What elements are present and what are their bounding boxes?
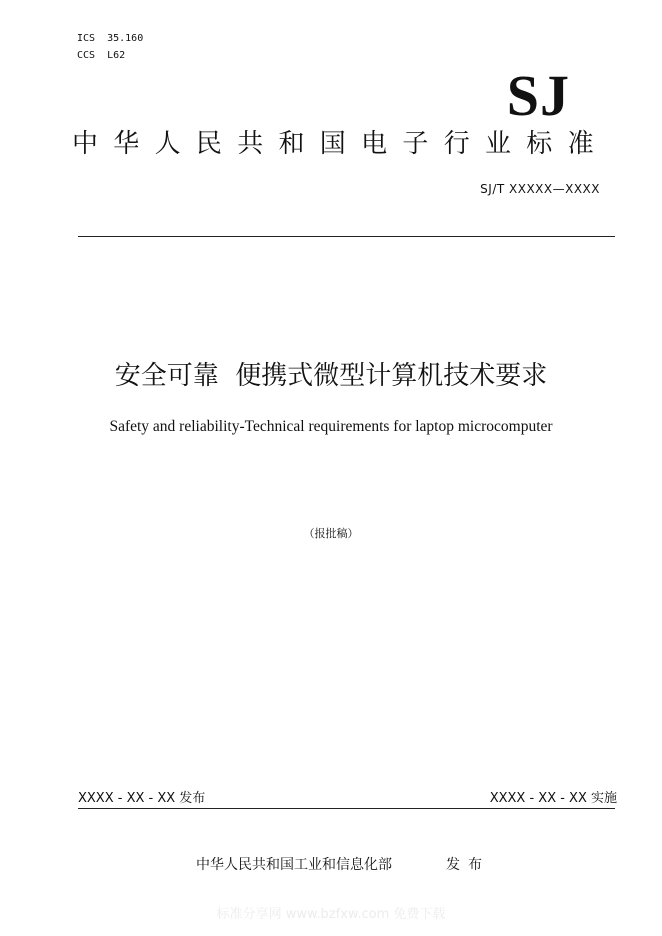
watermark: 标准分享网 www.bzfxw.com 免费下载 (216, 907, 446, 922)
document-title-cn: 安全可靠 便携式微型计算机技术要求 (114, 361, 548, 391)
implementation-date: XXXX - XX - XX 实施 (489, 791, 617, 806)
standard-title: 中华人民共和国电子行业标准 (72, 129, 609, 159)
document-title-en: Safety and reliability-Technical requirements for laptop microcomputer (109, 418, 553, 435)
ccs-code: CCS L62 (77, 50, 126, 61)
top-divider (78, 236, 615, 237)
ics-code: ICS 35.160 (77, 33, 144, 44)
bottom-divider (78, 808, 615, 809)
standard-code: SJ/T XXXXX—XXXX (480, 182, 600, 196)
issuing-authority: 中华人民共和国工业和信息化部 (196, 857, 392, 873)
draft-status: （报批稿） (303, 527, 359, 540)
sj-logo: SJ (506, 63, 570, 128)
issue-action: 发布 (446, 857, 490, 873)
release-date: XXXX - XX - XX 发布 (78, 791, 206, 806)
